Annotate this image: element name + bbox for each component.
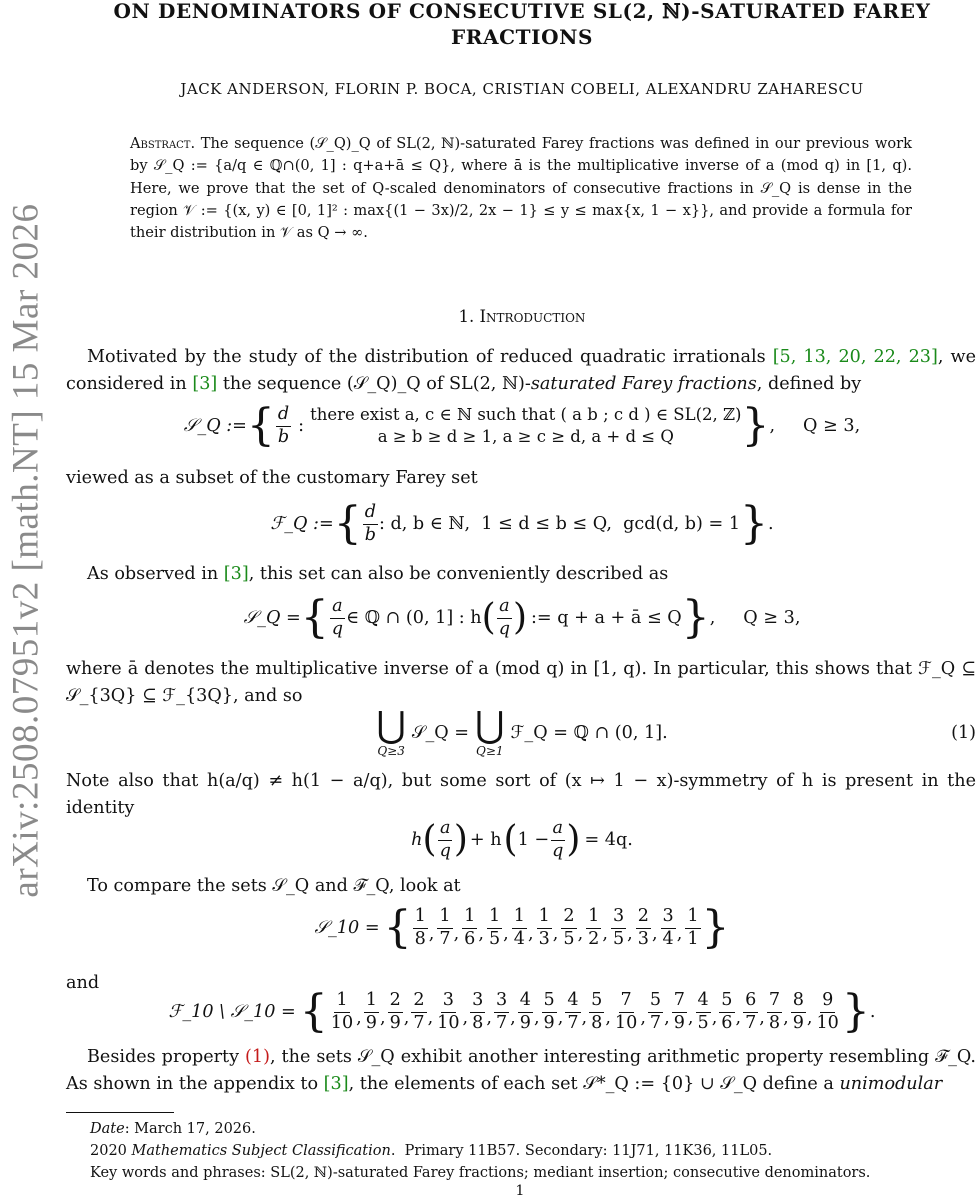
frac-den: 9: [792, 1012, 804, 1033]
comma: ,: [533, 1008, 540, 1029]
frac-den: 7: [567, 1012, 579, 1033]
comma: ,: [605, 1008, 611, 1029]
intro-paragraph-5: Note also that h(a/q) ≠ h(1 − a/q), but some sort of (x ↦ 1 − x)-symmetry of h is present in the identity: [66, 771, 976, 818]
p1-text-c: the sequence (𝒮_Q)_Q of SL(2, ℕ)-: [217, 373, 531, 394]
frac-num: 3: [441, 992, 456, 1013]
fraction: [329, 989, 355, 1033]
frac-den: 6: [464, 928, 476, 949]
frac-num: 3: [661, 908, 676, 929]
frac-den: 5: [612, 928, 625, 949]
frac-den: 10: [437, 1012, 460, 1033]
comma: ,: [602, 924, 608, 945]
fraction: [537, 905, 552, 949]
frac-den: 8: [414, 928, 426, 949]
fraction: [565, 989, 580, 1033]
frac-den: b: [364, 524, 376, 545]
comma: ,: [379, 1008, 386, 1029]
right-brace: }: [741, 400, 770, 451]
frac-num: 8: [791, 992, 806, 1013]
frac-num: a: [330, 598, 345, 619]
frac-num: 1: [413, 908, 428, 929]
fraction-d-b: [363, 501, 378, 545]
intro-paragraph-1: [66, 344, 976, 397]
fraction: [611, 905, 626, 949]
eq2-body: : d, b ∈ ℕ, 1 ≤ d ≤ b ≤ Q, gcd(d, b) = 1: [378, 514, 741, 534]
left-brace: {: [246, 400, 275, 451]
p3-text-b: , this set can also be conveniently described as: [248, 564, 669, 584]
msc-value: . Primary 11B57. Secondary: 11J71, 11K36, 11L05.: [390, 1143, 773, 1159]
comma: ,: [711, 1008, 718, 1029]
equation-symmetry: [66, 820, 978, 860]
p8-text-c: , the elements of each set 𝒮*_Q := {0} ∪ 𝒮_Q define a: [348, 1073, 840, 1094]
comma: ,: [806, 1008, 813, 1029]
frac-num: 3: [494, 992, 509, 1013]
eq5-rhs: = 4q.: [584, 830, 633, 851]
right-brace: }: [841, 986, 870, 1037]
frac-den: 3: [538, 928, 550, 949]
right-paren: ): [453, 819, 468, 861]
frac-num: 9: [820, 992, 835, 1013]
citation-link[interactable]: [3]: [323, 1073, 349, 1094]
fraction: [648, 989, 663, 1033]
fraction: [462, 905, 477, 949]
frac-num: 1: [437, 908, 452, 929]
frac-num: d: [363, 504, 378, 525]
comma: ,: [527, 924, 534, 945]
frac-den: 10: [330, 1012, 354, 1033]
equation-f10-minus-s10: [66, 986, 978, 1037]
right-brace: }: [681, 592, 710, 643]
abstract-text: The sequence (𝒮_Q)_Q of SL(2, ℕ)-saturated Farey fractions was defined in our previous work by 𝒮_Q := {a/q ∈ ℚ∩(0, 1] : q+a+ā ≤ Q}, where ā is the multiplicative inverse of a (mod q) in [1, q). Here, we prove that the set of Q-scaled denominators of consecutive fractions in 𝒮_Q is dense in the region 𝒱 := {(x, y) ∈ [0, 1]² : max{(1 − 3x)/2, 2x − 1} ≤ y ≤ max{x, 1 − x}}, and provide a formula for their distribution in 𝒱 as Q → ∞.: [130, 135, 912, 242]
big-union: ⋃ Q≥3: [376, 705, 406, 758]
right-paren: ): [512, 597, 527, 638]
fraction: [494, 989, 509, 1033]
frac-num: a: [497, 598, 512, 619]
fraction: [685, 905, 700, 949]
frac-num: 3: [470, 992, 485, 1013]
union-subscript: Q≥3: [377, 744, 405, 758]
date-label: Date: [90, 1121, 125, 1137]
msc-prefix: 2020: [90, 1143, 132, 1159]
equation-reference-link[interactable]: (1): [245, 1047, 270, 1067]
comma: ,: [735, 1008, 742, 1029]
p8-text-a: Besides property: [87, 1047, 246, 1067]
period: .: [869, 1002, 876, 1022]
fraction: [613, 989, 639, 1033]
fraction: [767, 989, 782, 1033]
fraction: [435, 989, 461, 1033]
comma: ,: [577, 924, 584, 945]
union-subscript: Q≥1: [476, 744, 504, 758]
fraction: [470, 989, 485, 1033]
period: .: [768, 514, 774, 534]
eq3-text-b: := q + a + ā ≤ Q: [531, 608, 682, 628]
eq5-h: h: [411, 830, 423, 851]
comma: ,: [427, 1008, 434, 1029]
fraction: [791, 989, 806, 1033]
right-brace: }: [740, 498, 769, 549]
fraction-a-q: [438, 820, 453, 860]
footnote-msc: [90, 1143, 970, 1159]
fraction: [719, 989, 734, 1033]
s10-fraction-list: [412, 905, 702, 949]
frac-den: q: [498, 618, 510, 639]
frac-den: 5: [697, 1012, 709, 1033]
frac-num: a: [551, 820, 566, 841]
comma: ,: [557, 1008, 564, 1029]
frac-den: 5: [488, 928, 501, 949]
comma: ,: [356, 1008, 362, 1029]
eq2-lhs: ℱ_Q :=: [270, 514, 334, 534]
fraction: [814, 989, 840, 1033]
fraction: [388, 989, 403, 1033]
eq4-text-1: 𝒮_Q =: [411, 723, 470, 743]
fraction: [743, 989, 758, 1033]
comma: ,: [651, 924, 658, 945]
date-value: : March 17, 2026.: [124, 1121, 256, 1137]
frac-num: d: [276, 406, 291, 427]
eq1-condition-row-2: a ≥ b ≥ d ≥ 1, a ≥ c ≥ d, a + d ≤ Q: [377, 427, 674, 446]
frac-num: 1: [685, 908, 700, 929]
colon: :: [298, 416, 305, 436]
comma: ,: [640, 1008, 646, 1029]
right-brace: }: [701, 902, 730, 953]
frac-num: 4: [696, 992, 711, 1013]
frac-den: q: [439, 840, 451, 861]
left-brace: {: [299, 986, 328, 1037]
equation-sq-definition: [66, 400, 978, 451]
eq1-conditions: [310, 404, 741, 448]
comma: ,: [664, 1008, 670, 1029]
left-paren: (: [481, 597, 496, 638]
frac-den: 3: [637, 928, 649, 949]
frac-num: 2: [388, 992, 403, 1013]
frac-num: 1: [487, 908, 502, 929]
equation-sq-alternate: [66, 592, 978, 643]
p8-text-b: , the sets 𝒮_Q exhibit another interesting arithmetic property resembling ℱ_Q. As shown in the appendix to: [66, 1047, 977, 1094]
title-line-2: FRACTIONS: [450, 25, 594, 49]
footnote-keywords: Key words and phrases: SL(2, ℕ)-saturated Farey fractions; mediant insertion; consecutive denominators.: [90, 1165, 871, 1181]
eq3-tail: , Q ≥ 3,: [709, 608, 801, 628]
frac-den: 7: [745, 1012, 757, 1033]
fraction: [487, 905, 502, 949]
paper-title: [66, 0, 978, 50]
fraction: [696, 989, 711, 1033]
left-paren: (: [422, 819, 437, 861]
fraction: [413, 905, 428, 949]
intro-paragraph-3: [66, 561, 976, 588]
big-union: ⋃ Q≥1: [475, 705, 505, 758]
comma: ,: [676, 924, 683, 945]
page-number: 1: [515, 1183, 525, 1199]
fraction: [518, 989, 533, 1033]
section-title: 1. Introduction: [458, 307, 586, 326]
intro-paragraph-7: and: [66, 973, 100, 993]
frac-num: 1: [334, 992, 349, 1013]
comma: ,: [478, 924, 484, 945]
title-line-1: ON DENOMINATORS OF CONSECUTIVE SL(2, ℕ)-SATURATED FAREY: [113, 0, 931, 23]
frac-den: 7: [413, 1012, 425, 1033]
abstract: [130, 133, 912, 244]
equation-1: [66, 705, 978, 758]
abstract-label: Abstract.: [130, 135, 196, 152]
frac-den: q: [552, 840, 564, 861]
frac-num: 4: [565, 992, 580, 1013]
fraction-d-b: [276, 403, 291, 447]
frac-den: 9: [673, 1012, 685, 1033]
eq1-lhs: 𝒮_Q :=: [183, 416, 247, 436]
comma: ,: [462, 1008, 469, 1029]
eq6-lhs: 𝒮_10 =: [314, 918, 380, 938]
frac-den: 1: [687, 928, 699, 949]
citation-link[interactable]: [5, 13, 20, 22, 23]: [772, 347, 938, 367]
fraction: [661, 905, 676, 949]
frac-den: 8: [768, 1012, 781, 1033]
eq7-lhs: ℱ_10 \ 𝒮_10 =: [168, 1002, 296, 1022]
fraction-a-q: [550, 820, 565, 860]
frac-den: 7: [649, 1012, 662, 1033]
frac-den: 2: [588, 928, 600, 949]
comma: ,: [453, 924, 460, 945]
fraction: [589, 989, 604, 1033]
eq3-text-a: ∈ ℚ ∩ (0, 1] : h: [346, 608, 482, 628]
frac-num: 1: [512, 908, 527, 929]
frac-num: 7: [672, 992, 687, 1013]
intro-paragraph-6: To compare the sets 𝒮_Q and ℱ_Q, look at: [87, 876, 461, 896]
frac-num: 5: [719, 992, 734, 1013]
fraction: [364, 989, 379, 1033]
comma: ,: [627, 924, 633, 945]
frac-num: 2: [636, 908, 651, 929]
f10-fraction-list: [328, 989, 842, 1033]
left-brace: {: [333, 498, 362, 549]
fraction-a-q: [497, 595, 512, 639]
frac-den: 9: [519, 1012, 531, 1033]
eq5-plus-h: + h: [469, 830, 502, 851]
frac-den: 10: [614, 1012, 638, 1033]
fraction: [561, 905, 576, 949]
intro-paragraph-4: where ā denotes the multiplicative inverse of a (mod q) in [1, q). In particular, this shows that ℱ_Q ⊆ 𝒮_{3Q} ⊆ ℱ_{3Q}, and so: [66, 659, 976, 706]
comma: ,: [687, 1008, 694, 1029]
comma: ,: [403, 1008, 410, 1029]
frac-num: 1: [462, 908, 477, 929]
p3-text-a: As observed in: [87, 564, 224, 584]
frac-den: 7: [439, 928, 451, 949]
frac-den: 4: [662, 928, 674, 949]
p1-text-b: , we considered in: [66, 347, 976, 394]
eq1-condition-row-1: there exist a, c ∈ ℕ such that ( a b ; c d ) ∈ SL(2, ℤ): [310, 405, 742, 424]
p1-text-a: Motivated by the study of the distribution of reduced quadratic irrationals: [87, 347, 773, 367]
section-heading: [66, 307, 978, 326]
footnote-divider: [66, 1112, 174, 1113]
fraction: [411, 989, 426, 1033]
frac-num: 2: [411, 992, 426, 1013]
frac-den: 8: [591, 1012, 603, 1033]
fraction: [672, 989, 687, 1033]
intro-paragraph-2: viewed as a subset of the customary Farey set: [66, 468, 478, 488]
frac-den: 8: [472, 1012, 484, 1033]
eq1-tail: , Q ≥ 3,: [769, 416, 861, 436]
comma: ,: [759, 1008, 765, 1029]
intro-paragraph-8: [66, 1044, 976, 1097]
p8-emphasis: unimodular: [839, 1073, 943, 1094]
msc-label: Mathematics Subject Classification: [131, 1143, 391, 1159]
frac-den: 7: [495, 1012, 508, 1033]
left-brace: {: [300, 592, 329, 643]
frac-den: 10: [816, 1012, 839, 1033]
frac-num: 5: [589, 992, 604, 1013]
citation-link[interactable]: [3]: [223, 564, 249, 584]
eq3-lhs: 𝒮_Q =: [243, 608, 301, 628]
frac-num: 1: [364, 992, 379, 1013]
frac-den: 9: [389, 1012, 401, 1033]
p1-text-d: , defined by: [756, 373, 862, 394]
frac-den: b: [277, 426, 290, 447]
comma: ,: [783, 1008, 789, 1029]
equation-farey-set: [66, 498, 978, 549]
eq4-text-2: ℱ_Q = ℚ ∩ (0, 1].: [510, 723, 668, 743]
frac-num: 6: [743, 992, 758, 1013]
frac-den: 9: [543, 1012, 555, 1033]
author-list: JACK ANDERSON, FLORIN P. BOCA, CRISTIAN COBELI, ALEXANDRU ZAHARESCU: [180, 80, 864, 98]
frac-num: 5: [542, 992, 557, 1013]
left-brace: {: [383, 902, 412, 953]
arxiv-sidebar: [0, 190, 52, 910]
eq5-one-minus: 1 −: [517, 830, 550, 851]
fraction: [636, 905, 651, 949]
equation-s10: [66, 902, 978, 953]
comma: ,: [510, 1008, 516, 1029]
frac-den: 9: [365, 1012, 377, 1033]
fraction: [512, 905, 527, 949]
comma: ,: [581, 1008, 588, 1029]
frac-num: 5: [648, 992, 663, 1013]
frac-den: 6: [721, 1012, 733, 1033]
comma: ,: [503, 924, 509, 945]
frac-num: 2: [561, 908, 576, 929]
comma: ,: [428, 924, 435, 945]
frac-num: 7: [767, 992, 782, 1013]
equation-number: (1): [951, 723, 976, 743]
frac-den: q: [331, 618, 344, 639]
frac-num: 1: [586, 908, 601, 929]
footnote-date: [90, 1121, 970, 1137]
frac-num: 1: [537, 908, 552, 929]
frac-num: 4: [518, 992, 533, 1013]
comma: ,: [552, 924, 559, 945]
left-paren: (: [503, 819, 518, 861]
fraction: [437, 905, 452, 949]
frac-num: 7: [619, 992, 634, 1013]
citation-link[interactable]: [3]: [192, 373, 218, 394]
right-paren: ): [566, 819, 581, 861]
fraction-a-q: [330, 595, 345, 639]
frac-den: 5: [563, 928, 575, 949]
arxiv-id: arXiv:2508.07951v2 [math.NT] 15 Mar 2026: [5, 202, 47, 898]
frac-den: 4: [513, 928, 525, 949]
fraction: [586, 905, 601, 949]
comma: ,: [486, 1008, 492, 1029]
frac-num: a: [438, 820, 453, 841]
fraction: [542, 989, 557, 1033]
frac-num: 3: [611, 908, 626, 929]
p1-emphasis: saturated Farey fractions: [530, 373, 757, 394]
